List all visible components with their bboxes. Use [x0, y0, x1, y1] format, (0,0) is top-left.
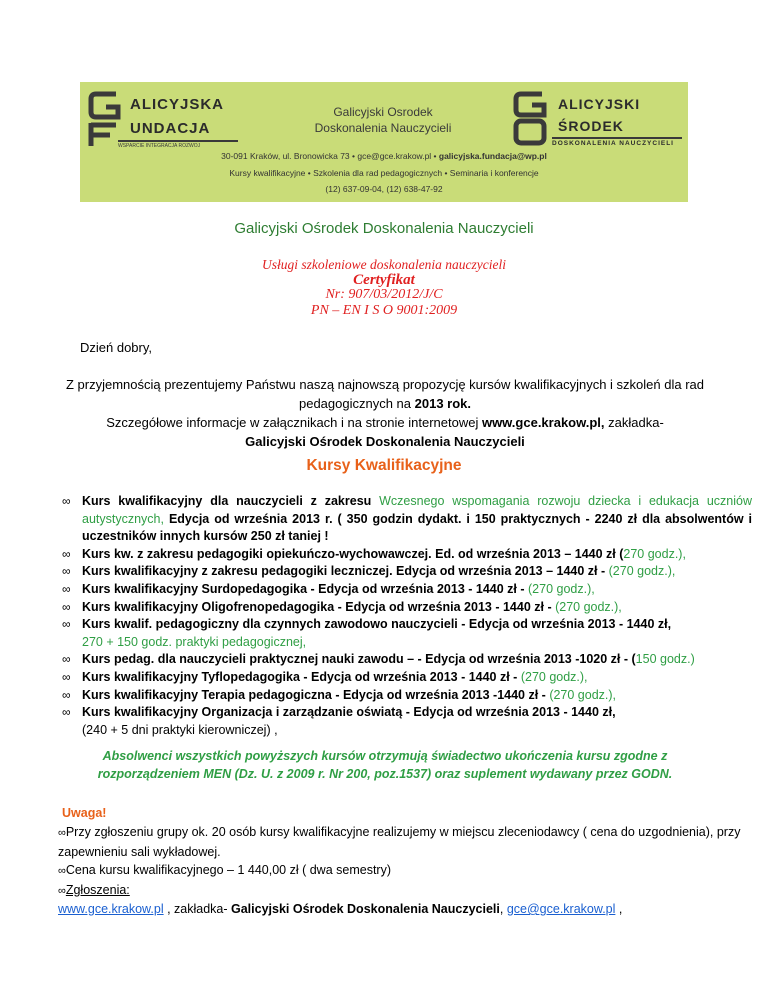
course-hours: 270 godz.), [623, 546, 686, 561]
script-certificate: Certyfikat [353, 272, 415, 288]
intro-text-2: Szczegółowe informacje w załącznikach i na stronie internetowej [106, 415, 482, 430]
note-registration-text: Zgłoszenia: [65, 882, 130, 897]
list-item [62, 546, 752, 564]
banner-phones: (12) 637-09-04, (12) 638-47-92 [325, 184, 443, 194]
email-link[interactable]: gce@gce.krakow.pl [506, 902, 616, 916]
list-item [62, 563, 752, 581]
intro-text-1: Z przyjemnością prezentujemy Państwu naszą najnowszą propozycję kursów kwalifikacyjnych i szkoleń dla rad pedagogicznych na [65, 377, 704, 411]
banner-address-email: galicyjska.fundacja@wp.pl [438, 151, 547, 161]
list-item [62, 616, 752, 651]
course-list [62, 493, 752, 739]
course-text: Kurs kwalifikacyjny Tyflopedagogika - Edycja od września 2013 - 1440 zł - [82, 669, 521, 684]
bullet-icon: ∞ [62, 494, 71, 508]
contact-line [58, 900, 748, 919]
course-hours: (270 godz.), [528, 581, 595, 596]
course-hours: 270 + 150 godz. praktyki pedagogicznej, [82, 634, 307, 649]
graduates-note: Absolwenci wszystkich powyższych kursów otrzymują świadectwo ukończenia kursu zgodne z rozporządzeniem MEN (Dz. U. z 2009 r. Nr 200, poz.1537) oraz suplement wydawany przez GODN. [97, 749, 673, 781]
note-heading: Uwaga! [62, 806, 107, 820]
banner-center-line2: Doskonalenia Nauczycieli [314, 121, 452, 135]
logo-left-line2: UNDACJA [130, 120, 211, 137]
list-item [62, 493, 752, 546]
list-item [62, 651, 752, 669]
contact-end: , [615, 902, 623, 916]
list-item [62, 669, 752, 687]
greeting: Dzień dobry, [80, 340, 153, 355]
course-details: Edycja od września 2013 r. ( 350 godzin dydakt. i 150 praktycznych - 2240 zł dla absolwentów i uczestników innych kursów 250 zł taniej ! [82, 511, 752, 544]
bullet-icon: ∞ [62, 652, 71, 667]
list-item [62, 581, 752, 599]
banner-center-title [298, 104, 468, 136]
script-iso: PN – EN I S O 9001:2009 [310, 303, 458, 318]
list-item [62, 599, 752, 617]
note-registration [58, 881, 748, 901]
course-text: Kurs kwalifikacyjny z zakresu pedagogiki leczniczej. Edycja od września 2013 – 1440 zł - [82, 564, 609, 579]
note-group-offer-text: Przy zgłoszeniu grupy ok. 20 osób kursy kwalifikacyjne realizujemy w miejscu zleceniodawcy ( cena do uzgodnienia), przy zapewnieniu sali wykładowej. [58, 825, 741, 859]
bullet-icon: ∞ [62, 546, 71, 561]
banner-center-line1: Galicyjski Osrodek [333, 105, 433, 119]
script-certificate-number: Nr: 907/03/2012/J/C [325, 287, 443, 302]
bullet-icon: ∞ [58, 827, 66, 839]
intro-site-link[interactable]: www.gce.krakow.pl, [481, 415, 605, 430]
course-hours: (270 godz.), [549, 687, 617, 702]
course-hours: 150 godz.) [635, 652, 695, 667]
contact-org-name: Galicyjski Ośrodek Doskonalenia Nauczycieli [231, 902, 500, 916]
course-text: Kurs pedag. dla nauczycieli praktycznej nauki zawodu – - Edycja od września 2013 -1020 zł - ( [82, 652, 636, 667]
logo-right-tagline: DOSKONALENIA NAUCZYCIELI [552, 140, 674, 147]
go-monogram-icon [512, 90, 554, 150]
course-hours: (270 godz.), [555, 599, 622, 614]
intro-year: 2013 rok. [414, 396, 472, 411]
bullet-icon: ∞ [58, 884, 66, 897]
note-price [58, 861, 748, 881]
banner-address-text: 30-091 Kraków, ul. Bronowicka 73 • gce@gce.krakow.pl • [221, 151, 439, 161]
bullet-icon: ∞ [62, 564, 71, 579]
intro-text-3: zakładka- [604, 415, 664, 430]
course-highlight: Wczesnego wspomagania rozwoju dziecka i edukacja uczniów autystycznych, [82, 494, 752, 526]
banner-address [80, 151, 688, 161]
banner-services: Kursy kwalifikacyjne • Szkolenia dla rad pedagogicznych • Seminaria i konferencje [229, 168, 539, 178]
note-price-text: Cena kursu kwalifikacyjnego – 1 440,00 zł ( dwa semestry) [65, 863, 391, 877]
course-practice-note: (240 + 5 dni praktyki kierowniczej) , [82, 722, 278, 737]
list-item [62, 687, 752, 705]
notes-block [58, 823, 748, 919]
logo-left-tagline: WSPARCIE INTEGRACJA ROZWOJ [118, 143, 201, 149]
course-text: Kurs kwalif. pedagogiczny dla czynnych zawodowo nauczycieli - Edycja od września 2013 - 1440 zł, [82, 617, 672, 632]
fundacja-logo [88, 90, 284, 154]
course-hours: (270 godz.), [608, 564, 676, 579]
bullet-icon: ∞ [62, 617, 71, 632]
bullet-icon: ∞ [62, 705, 71, 720]
header-banner [80, 82, 688, 202]
bullet-icon: ∞ [58, 865, 66, 877]
contact-zakladka: , zakładka- [163, 902, 231, 916]
site-link[interactable]: www.gce.krakow.pl [58, 902, 164, 916]
script-services: Usługi szkoleniowe doskonalenia nauczycieli [261, 257, 507, 272]
courses-heading: Kursy Kwalifikacyjne [306, 457, 462, 474]
contact-comma: , [499, 902, 507, 916]
course-hours: (270 godz.), [520, 669, 588, 684]
course-text: Kurs kwalifikacyjny Surdopedagogika - Edycja od września 2013 - 1440 zł - [82, 581, 528, 596]
logo-right-line2: ŚRODEK [558, 118, 624, 134]
list-item [62, 704, 752, 739]
logo-right-line1: ALICYJSKI [558, 96, 641, 112]
bullet-icon: ∞ [62, 669, 71, 684]
bullet-icon: ∞ [62, 687, 71, 702]
logo-right-divider [552, 137, 682, 139]
course-text: Kurs kwalifikacyjny dla nauczycieli z zakresu [82, 494, 380, 508]
logo-left-divider [118, 140, 238, 142]
logo-left-line1: ALICYJSKA [130, 96, 225, 113]
intro-paragraph [60, 375, 710, 451]
note-group-offer [58, 823, 748, 861]
course-text: Kurs kwalifikacyjny Oligofrenopedagogika - Edycja od września 2013 - 1440 zł - [82, 599, 556, 614]
bullet-icon: ∞ [62, 581, 71, 596]
intro-org-name: Galicyjski Ośrodek Doskonalenia Nauczycieli [245, 434, 525, 449]
course-text: Kurs kw. z zakresu pedagogiki opiekuńczo-wychowawczej. Ed. od września 2013 – 1440 zł ( [82, 546, 624, 561]
course-text: Kurs kwalifikacyjny Terapia pedagogiczna - Edycja od września 2013 -1440 zł - [82, 687, 550, 702]
bullet-icon: ∞ [62, 599, 71, 614]
course-text: Kurs kwalifikacyjny Organizacja i zarządzanie oświatą - Edycja od września 2013 - 1440 zł, [82, 705, 616, 720]
org-title: Galicyjski Ośrodek Doskonalenia Nauczycieli [234, 220, 534, 237]
osrodek-logo [512, 88, 686, 152]
